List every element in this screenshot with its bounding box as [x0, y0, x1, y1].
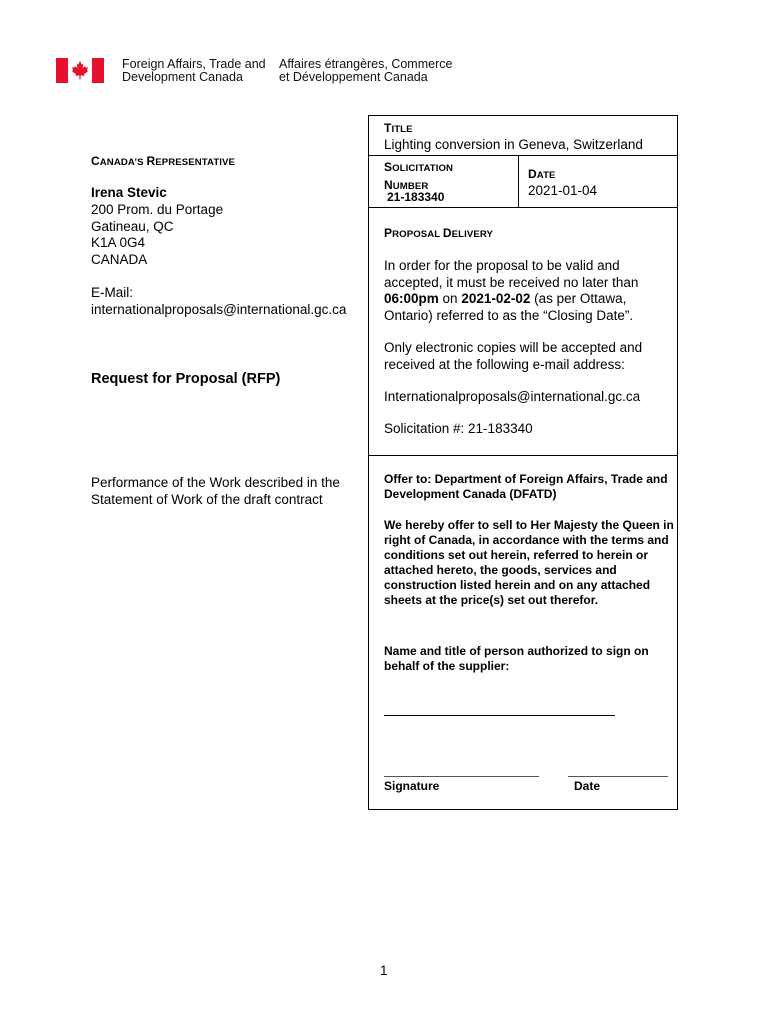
dept-en-line2: Development Canada	[122, 70, 243, 84]
divider	[368, 207, 678, 208]
name-title-line	[384, 715, 615, 716]
authorized-person-label: Name and title of person authorized to sign on behalf of the supplier:	[384, 644, 649, 673]
address-line: Gatineau, QC	[91, 218, 174, 234]
page-number: 1	[380, 963, 388, 978]
dept-en-line1: Foreign Affairs, Trade and	[122, 57, 266, 71]
proposal-delivery-heading: PROPOSAL DELIVERY	[384, 226, 494, 240]
signature-line	[384, 776, 539, 777]
performance-description: Performance of the Work described in the Statement of Work of the draft contract	[91, 475, 340, 507]
divider	[368, 455, 678, 456]
date-heading: DATE	[528, 167, 556, 181]
dept-fr-line1: Affaires étrangères, Commerce	[279, 57, 453, 71]
divider	[518, 155, 519, 207]
solicitation-reference: Solicitation #: 21-183340	[384, 421, 533, 436]
title-heading: TITLE	[384, 121, 413, 135]
date-label: Date	[574, 779, 601, 793]
title-value: Lighting conversion in Geneva, Switzerland	[384, 137, 643, 152]
representative-address	[91, 202, 223, 268]
date-line	[568, 776, 668, 777]
offer-to: Offer to: Department of Foreign Affairs, Trade and Development Canada (DFATD)	[384, 472, 668, 501]
electronic-copies-note: Only electronic copies will be accepted and received at the following e-mail address:	[384, 340, 643, 372]
rfp-title: Request for Proposal (RFP)	[91, 371, 281, 387]
solicitation-box	[368, 115, 678, 810]
solicitation-number-heading: SOLICITATION NUMBER	[384, 160, 454, 192]
email-label: E-Mail:	[91, 285, 134, 300]
address-line: K1A 0G4	[91, 235, 146, 251]
representative-heading: CANADA’S REPRESENTATIVE	[91, 154, 236, 168]
address-line: 200 Prom. du Portage	[91, 202, 224, 217]
signature-label: Signature	[384, 779, 440, 793]
offer-statement: We hereby offer to sell to Her Majesty the Queen in right of Canada, in accordance with the terms and conditions set out herein, referred to herein or attached hereto, the goods, services and construction listed herein and on any attached sheets at the price(s) set out therefor.	[384, 518, 674, 607]
address-line: CANADA	[91, 251, 148, 267]
solicitation-number: 21-183340	[387, 190, 445, 204]
department-name-french	[279, 58, 452, 84]
date-value: 2021-01-04	[528, 183, 598, 198]
representative-email: internationalproposals@international.gc.ca	[91, 302, 347, 317]
delivery-email: Internationalproposals@international.gc.ca	[384, 389, 641, 404]
divider	[368, 155, 678, 156]
canada-flag-icon	[56, 58, 104, 83]
representative-name: Irena Stevic	[91, 185, 167, 200]
dept-fr-line2: et Développement Canada	[279, 70, 428, 84]
department-name-english	[122, 58, 266, 84]
delivery-instructions: In order for the proposal to be valid and accepted, it must be received no later than 06:00pm on 2021-02-02 (as per Ottawa, Ontario) referred to as the “Closing Date”.	[384, 258, 639, 323]
